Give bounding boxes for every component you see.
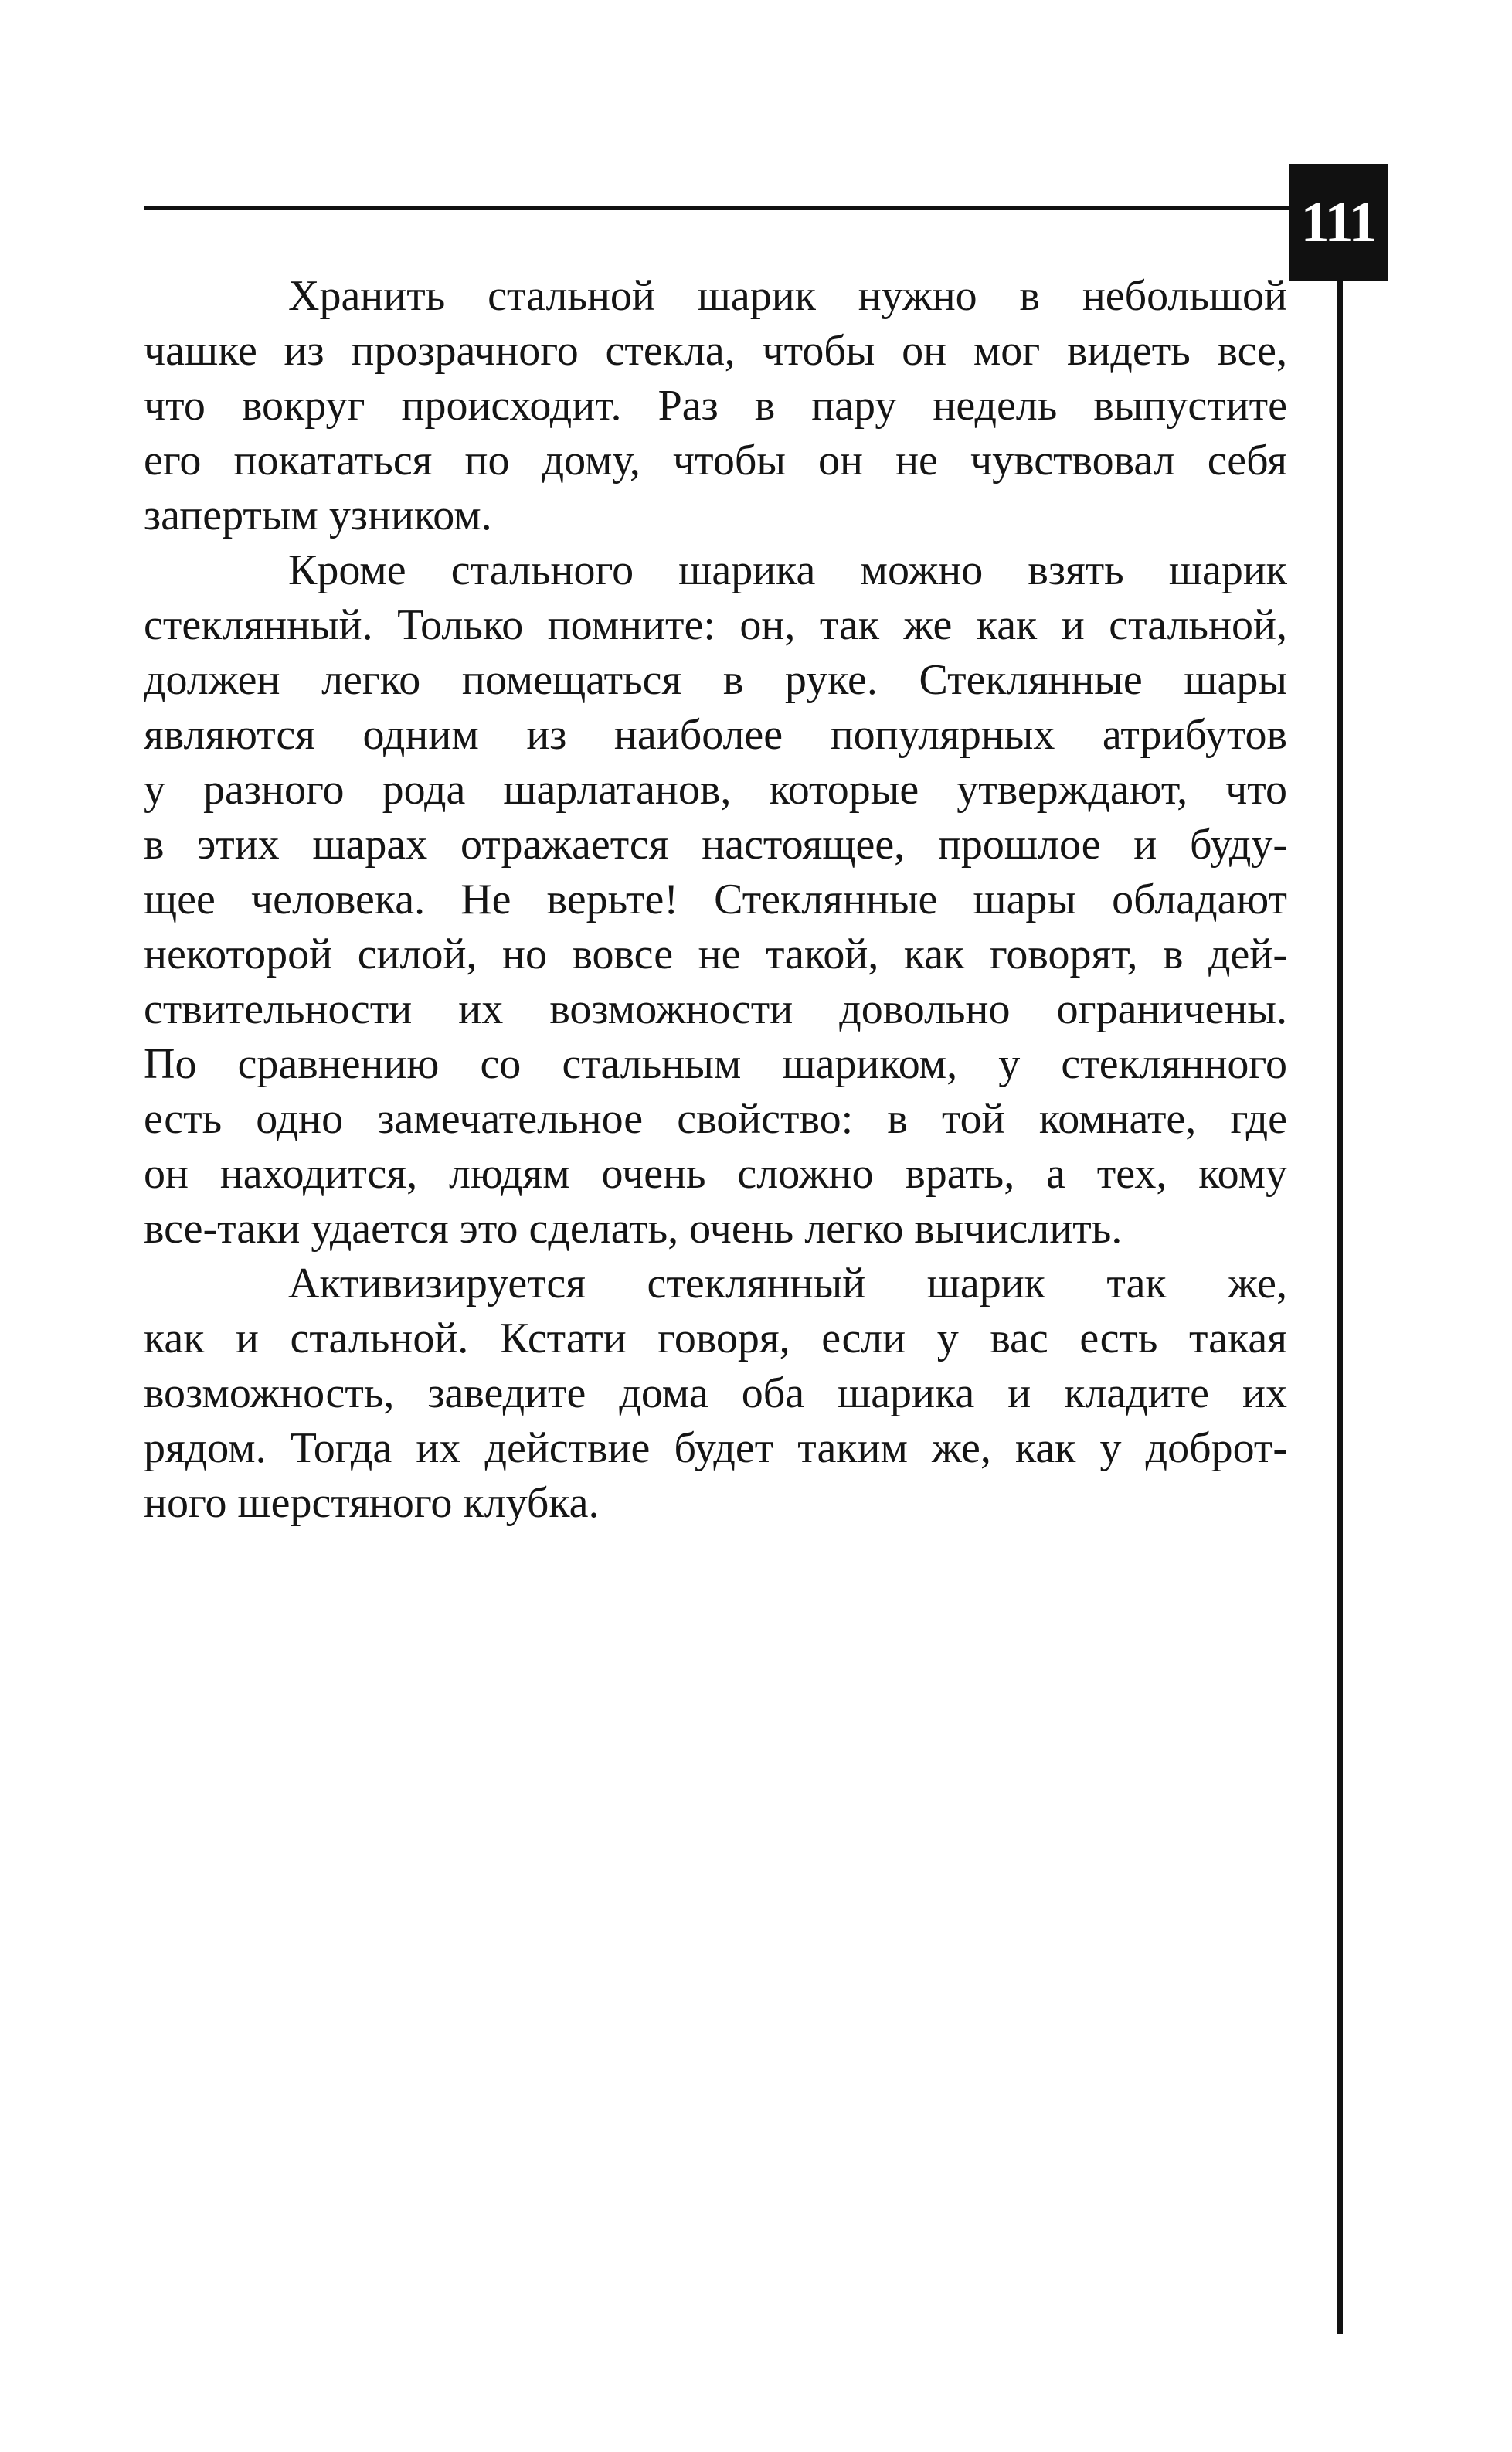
margin-rule [1337, 278, 1343, 2334]
text-line: щее человека. Не верьте! Стеклянные шары обладают [144, 876, 1287, 923]
text-line: являются одним из наиболее популярных атрибутов [144, 711, 1287, 759]
header-rule [144, 206, 1295, 210]
page-number-badge [1289, 164, 1388, 281]
text-line: все-таки удается это сделать, очень легко вычислить. [144, 1205, 1123, 1253]
text-line: По сравнению со стальным шариком, у стеклянного [144, 1040, 1287, 1088]
text-line: в этих шарах отражается настоящее, прошлое и буду- [144, 821, 1287, 869]
text-line: стеклянный. Только помните: он, так же как и стальной, [144, 601, 1287, 649]
body-text [144, 269, 1287, 1531]
text-line: его покататься по дому, чтобы он не чувствовал себя [144, 437, 1287, 485]
text-line: как и стальной. Кстати говоря, если у вас есть такая [144, 1314, 1287, 1362]
text-line: что вокруг происходит. Раз в пару недель выпустите [144, 382, 1287, 430]
text-line: чашке из прозрачного стекла, чтобы он мог видеть все, [144, 327, 1287, 375]
text-line: он находится, людям очень сложно врать, а тех, кому [144, 1150, 1287, 1198]
paragraph-2 [144, 543, 1287, 1257]
text-line: возможность, заведите дома оба шарика и кладите их [144, 1369, 1287, 1417]
text-line: рядом. Тогда их действие будет таким же, как у доброт- [144, 1424, 1287, 1472]
text-line: должен легко помещаться в руке. Стеклянные шары [144, 656, 1287, 704]
page-number: 111 [1300, 191, 1376, 254]
text-line: некоторой силой, но вовсе не такой, как говорят, в дей- [144, 930, 1287, 978]
text-line: ствительности их возможности довольно ограничены. [144, 985, 1287, 1033]
text-line: есть одно замечательное свойство: в той комнате, где [144, 1095, 1287, 1143]
paragraph-3 [144, 1257, 1287, 1531]
text-line: Кроме стального шарика можно взять шарик [288, 546, 1287, 594]
paragraph-1 [144, 269, 1287, 543]
text-line: ного шерстяного клубка. [144, 1479, 600, 1527]
text-line: у разного рода шарлатанов, которые утверждают, что [144, 766, 1287, 814]
text-line: запертым узником. [144, 491, 492, 539]
text-line: Активизируется стеклянный шарик так же, [288, 1260, 1287, 1308]
text-line: Хранить стальной шарик нужно в небольшой [288, 272, 1287, 320]
